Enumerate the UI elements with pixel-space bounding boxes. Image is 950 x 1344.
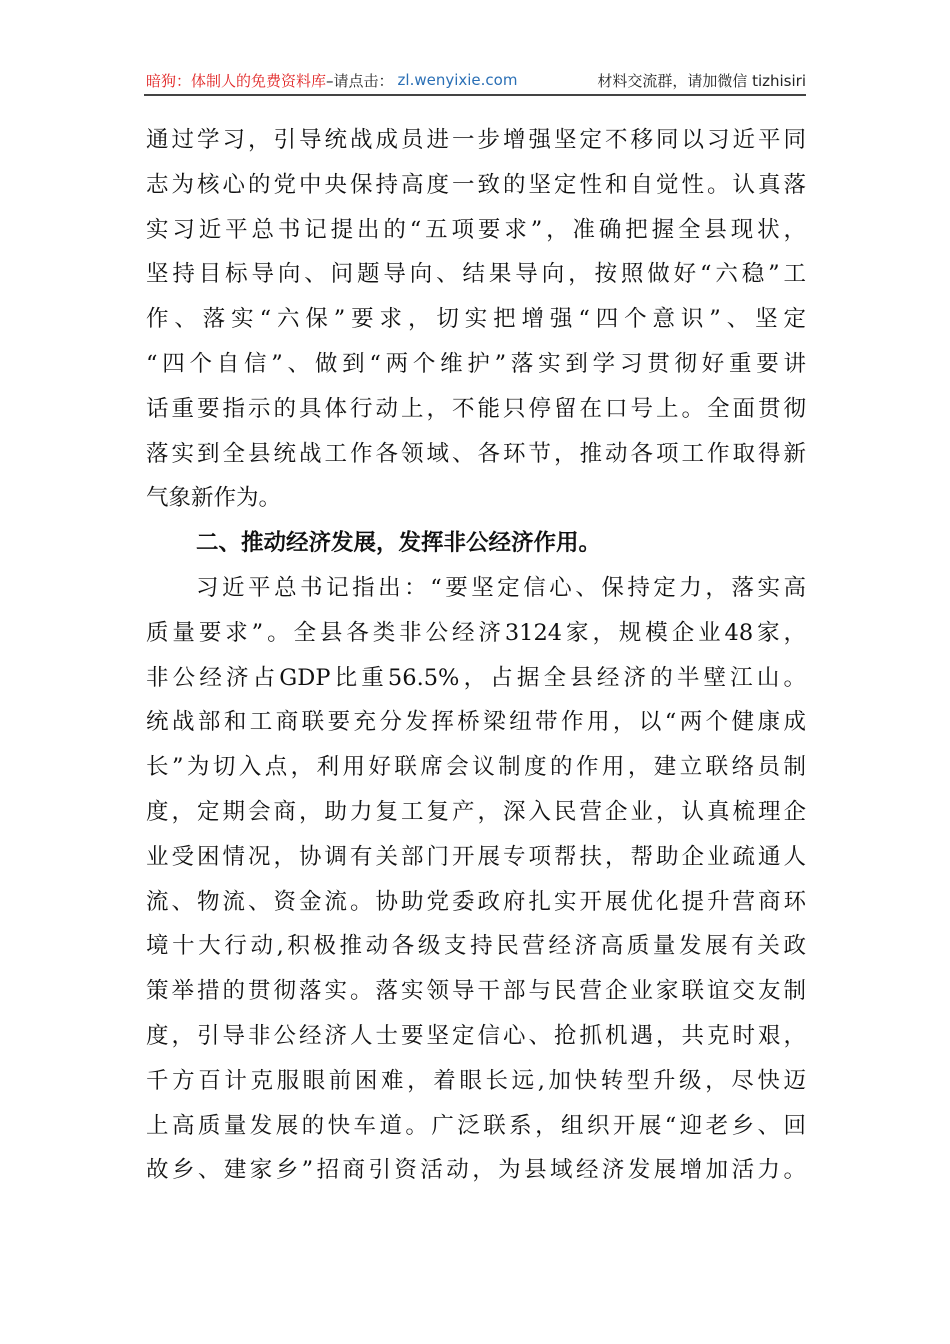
- text-line: 作、落实“六保”要求，切实把增强“四个意识”、坚定: [146, 306, 806, 333]
- text-line: 长”为切入点，利用好联席会议制度的作用，建立联络员制: [146, 754, 806, 781]
- page-header: [146, 68, 806, 92]
- text-line: 度，定期会商，助力复工复产，深入民营企业，认真梳理企: [146, 798, 806, 825]
- text-line: 坚持目标导向、问题导向、结果导向，按照做好“六稳”工: [146, 261, 806, 288]
- text-line: 策举措的贯彻落实。落实领导干部与民营企业家联谊交友制: [146, 978, 806, 1005]
- header-brand: 暗狗：体制人的免费资料库: [146, 71, 327, 90]
- paragraph-2: [146, 566, 806, 1193]
- section-heading: 二、推动经济发展，发挥非公经济作用。: [196, 530, 602, 557]
- text-line: 上高质量发展的快车道。广泛联系，组织开展“迎老乡、回: [146, 1112, 806, 1139]
- text-line: 流、物流、资金流。协助党委政府扎实开展优化提升营商环: [146, 888, 806, 915]
- text-line: 通过学习，引导统战成员进一步增强坚定不移同以习近平同: [146, 127, 806, 153]
- text-line: 境十大行动,积极推动各级支持民营经济高质量发展有关政: [146, 933, 806, 960]
- text-line: 实习近平总书记提出的“五项要求”，准确把握全县现状，: [146, 216, 806, 243]
- text-line: 话重要指示的具体行动上，不能只停留在口号上。全面贯彻: [146, 395, 806, 422]
- text-line: 故乡、建家乡”招商引资活动，为县域经济发展增加活力。: [146, 1157, 806, 1184]
- text-line: 习近平总书记指出：“要坚定信心、保持定力，落实高: [196, 574, 806, 601]
- document-body: [146, 118, 806, 1193]
- text-line: 落实到全县统战工作各领域、各环节，推动各项工作取得新: [146, 440, 806, 467]
- text-line: 志为核心的党中央保持高度一致的坚定性和自觉性。认真落: [146, 171, 806, 198]
- paragraph-1: [146, 118, 806, 521]
- text-line: 统战部和工商联要充分发挥桥梁纽带作用，以“两个健康成: [146, 709, 806, 736]
- text-line: 气象新作为。: [146, 485, 282, 512]
- header-divider: [144, 94, 806, 96]
- header-link[interactable]: zl.wenyixie.com: [397, 71, 518, 89]
- text-line: 非公经济占GDP比重56.5%，占据全县经济的半壁江山。: [146, 664, 806, 691]
- header-contact: 材料交流群，请加微信 tizhisiri: [597, 71, 806, 90]
- text-line: 质量要求”。全县各类非公经济3124家，规模企业48家，: [146, 619, 806, 646]
- text-line: “四个自信”、做到“两个维护”落实到学习贯彻好重要讲: [146, 350, 806, 377]
- text-line: 业受困情况，协调有关部门开展专项帮扶，帮助企业疏通人: [146, 843, 806, 870]
- text-line: 度，引导非公经济人士要坚定信心、抢抓机遇，共克时艰，: [146, 1022, 806, 1049]
- text-line: 千方百计克服眼前困难，着眼长远,加快转型升级，尽快迈: [146, 1067, 806, 1094]
- header-prompt: –请点击：: [326, 71, 394, 90]
